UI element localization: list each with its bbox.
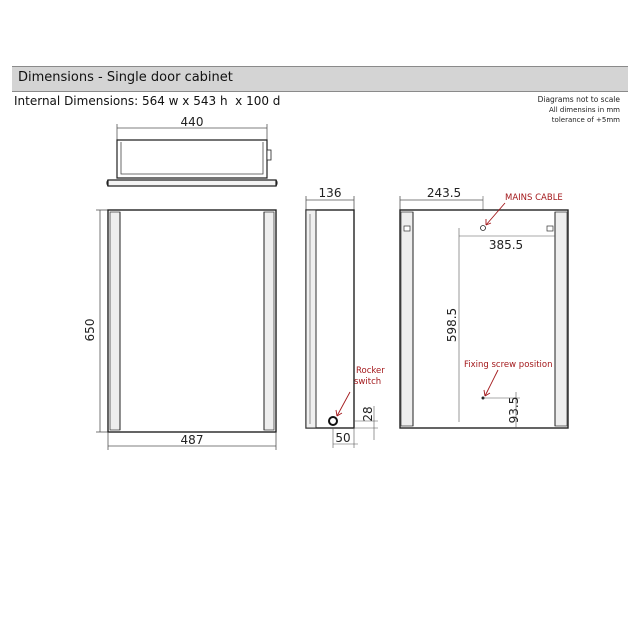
back-light-strip-right <box>555 212 567 426</box>
top-width-label: 440 <box>180 115 204 129</box>
bottom-screw-label: 93.5 <box>507 396 521 424</box>
mains-cable-hole-icon <box>481 226 486 231</box>
front-cabinet-outline <box>108 210 276 432</box>
back-light-strip-left <box>401 212 413 426</box>
front-view <box>83 210 276 450</box>
mains-cable-label: MAINS CABLE <box>505 193 563 203</box>
note-tolerance: tolerance of +5mm <box>551 116 620 124</box>
top-cabinet-inner <box>121 142 263 174</box>
back-bracket-right <box>547 226 553 231</box>
front-width-label: 487 <box>180 433 204 447</box>
mains-offset-label: 243.5 <box>426 186 462 200</box>
internal-dimensions-text: Internal Dimensions: 564 w x 543 h x 100 d <box>14 94 281 108</box>
side-view <box>306 186 385 448</box>
screw-spacing-label: 385.5 <box>488 238 524 252</box>
section-title: Dimensions - Single door cabinet <box>18 70 233 85</box>
back-cabinet-outline <box>400 210 568 428</box>
rocker-label-line1: Rocker <box>356 366 385 376</box>
top-view <box>107 115 277 186</box>
rocker-switch-icon <box>329 417 337 425</box>
screw-height-label: 598.5 <box>445 307 459 343</box>
note-units: All dimensins in mm <box>549 106 620 114</box>
fixing-screw-label: Fixing screw position <box>464 360 553 370</box>
front-light-strip-right <box>264 212 274 430</box>
front-height-label: 650 <box>83 318 97 342</box>
top-door-edge <box>108 180 276 186</box>
top-hinge <box>267 150 271 160</box>
switch-offset-label: 50 <box>335 431 351 445</box>
side-depth-label: 136 <box>318 186 342 200</box>
back-view <box>400 186 568 428</box>
top-cabinet-outline <box>117 140 267 178</box>
switch-height-label: 28 <box>361 406 375 422</box>
rocker-label-line2: switch <box>354 377 382 387</box>
front-light-strip-left <box>110 212 120 430</box>
back-bracket-left <box>404 226 410 231</box>
side-door-profile <box>306 210 316 428</box>
note-not-to-scale: Diagrams not to scale <box>537 95 620 104</box>
